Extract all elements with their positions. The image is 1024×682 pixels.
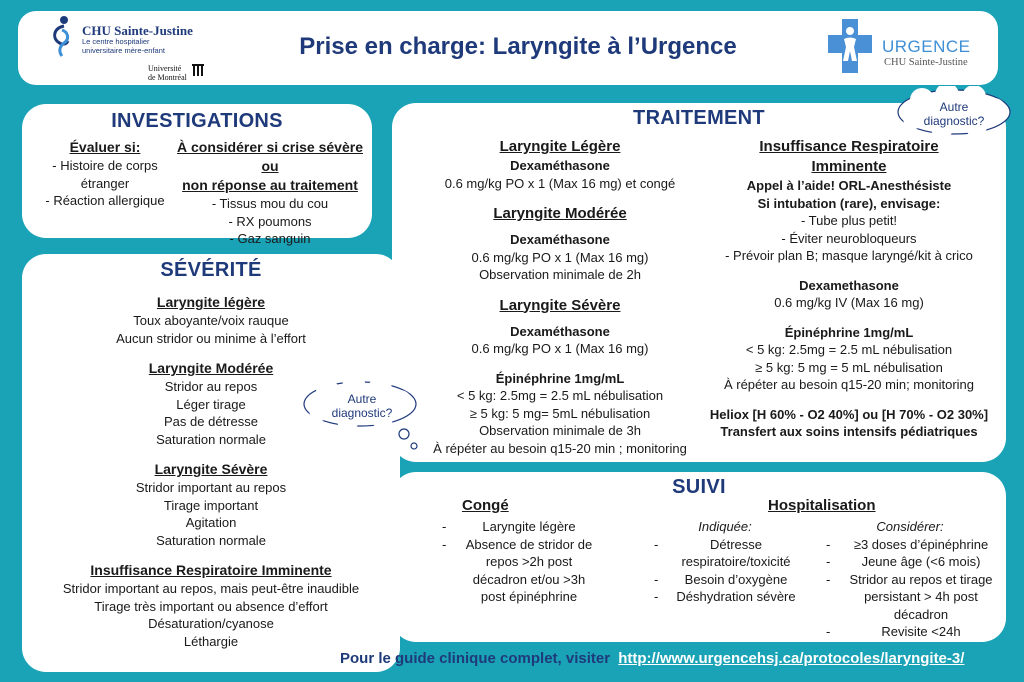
severite-body — [22, 293, 400, 650]
list-item: - Déshydration sévère — [650, 588, 800, 606]
cloud-label: Autre diagnostic? — [331, 392, 393, 420]
indiquee-label: Indiquée: — [698, 519, 752, 534]
conge-column — [438, 518, 598, 606]
treatment-heading: Laryngite Légère — [499, 138, 621, 155]
list-item: - Laryngite légère — [438, 518, 598, 536]
transfert-line: Transfert aux soins intensifs pédiatriques — [720, 424, 978, 439]
severity-line: Aucun stridor ou minime à l’effort — [116, 330, 306, 346]
treatment-line: À répéter au besoin q15-20 min; monitoring — [723, 377, 975, 392]
treatment-heading: Laryngite Modérée — [493, 205, 627, 222]
treatment-line: Observation minimale de 2h — [479, 267, 641, 282]
severite-title: SÉVÉRITÉ — [160, 259, 262, 281]
conge-heading: Congé — [462, 497, 509, 514]
treatment-alert: Appel à l’aide! ORL-Anesthésiste — [746, 178, 952, 193]
severity-heading: Laryngite légère — [156, 294, 266, 310]
treatment-line: 0.6 mg/kg PO x 1 (Max 16 mg) — [471, 249, 649, 265]
urgence-subtitle: CHU Sainte-Justine — [884, 57, 968, 68]
severity-line: Léger tirage — [176, 396, 246, 412]
severity-line: Tirage important — [163, 497, 259, 513]
considerer-heading: À considérer si crise sévère ou — [176, 139, 363, 174]
treatment-heading: Laryngite Sévère — [499, 296, 621, 314]
suivi-title: SUIVI — [672, 476, 726, 498]
list-item: - ≥3 doses d’épinéphrine — [822, 536, 998, 554]
heliox-line: Heliox [H 60% - O2 40%] ou [H 70% - O2 30%] — [709, 406, 989, 422]
list-item: - Détresse respiratoire/toxicité — [650, 536, 800, 571]
considerer-item: - RX poumons — [228, 213, 312, 229]
severity-line: Saturation normale — [156, 532, 266, 548]
considerer-column — [170, 138, 370, 248]
severity-line: Stridor important au repos, mais peut-être inaudible — [62, 581, 360, 596]
treatment-line: 0.6 mg/kg PO x 1 (Max 16 mg) et congé — [444, 175, 676, 191]
treatment-line: 0.6 mg/kg IV (Max 16 mg) — [774, 295, 924, 310]
list-item: - Absence de stridor de repos >2h post décadron et/ou >3h post épinéphrine — [438, 536, 598, 606]
severity-line: Stridor au repos — [164, 379, 258, 394]
treatment-line: - Prévoir plan B; masque laryngé/kit à crico — [725, 248, 973, 263]
urgence-logo — [826, 17, 996, 79]
evaluer-item: - Histoire de corps — [52, 158, 158, 173]
autre-diagnostic-cloud-top — [892, 86, 1016, 144]
medical-cross-icon — [826, 17, 874, 75]
treatment-line: 0.6 mg/kg PO x 1 (Max 16 mg) — [471, 341, 649, 356]
cloud-label: Autre diagnostic? — [923, 100, 985, 128]
considerer-label: Considérer: — [876, 519, 944, 534]
considerer-item: - Gaz sanguin — [229, 231, 311, 246]
investigations-title: INVESTIGATIONS — [111, 110, 283, 132]
treatment-line: - Tube plus petit! — [800, 213, 898, 228]
treatment-alert: Si intubation (rare), envisage: — [757, 195, 941, 211]
hospitalisation-heading: Hospitalisation — [768, 497, 876, 514]
traitement-right-column — [704, 137, 994, 441]
severity-heading: Laryngite Sévère — [154, 461, 268, 477]
treatment-drug: Dexaméthasone — [510, 232, 610, 247]
header-banner — [18, 11, 998, 85]
treatment-line: < 5 kg: 2.5mg = 2.5 mL nébulisation — [456, 388, 664, 403]
severity-heading: Insuffisance Respiratoire Imminente — [90, 562, 332, 578]
indiquee-column — [650, 518, 800, 606]
considerer-hosp-column — [822, 518, 998, 641]
hsj-logo-icon — [48, 15, 78, 59]
severity-line: Léthargie — [183, 633, 239, 649]
treatment-line: < 5 kg: 2.5mg = 2.5 mL nébulisation — [745, 342, 953, 357]
severity-line: Tirage très important ou absence d’effort — [94, 598, 328, 614]
evaluer-column — [30, 138, 180, 210]
treatment-drug: Épinéphrine 1mg/mL — [495, 370, 625, 386]
evaluer-heading: Évaluer si: — [69, 139, 141, 155]
treatment-line: Observation minimale de 3h — [479, 423, 641, 438]
treatment-line: ≥ 5 kg: 5 mg = 5 mL nébulisation — [755, 359, 943, 375]
list-item: - Jeune âge (<6 mois) — [822, 553, 998, 571]
severity-line: Toux aboyante/voix rauque — [133, 313, 289, 328]
udem-logo-icon — [192, 63, 204, 77]
institution-name: CHU Sainte-Justine — [82, 23, 193, 38]
list-item: - Stridor au repos et tirage persistant > 4h post décadron — [822, 571, 998, 624]
urgence-name: URGENCE — [882, 37, 971, 56]
institution-tagline: Le centre hospitalier universitaire mère-enfant — [82, 37, 165, 55]
footer-text: Pour le guide clinique complet, visiter — [340, 650, 611, 667]
treatment-line: À répéter au besoin q15-20 min ; monitoring — [433, 440, 687, 456]
suivi-panel — [392, 472, 1006, 642]
considerer-item: - Tissus mou du cou — [211, 196, 329, 211]
severity-line: Stridor important au repos — [135, 480, 287, 495]
autre-diagnostic-cloud-middle — [300, 378, 424, 458]
traitement-panel — [392, 103, 1006, 462]
severite-panel — [22, 254, 400, 672]
considerer-heading: non réponse au traitement — [182, 177, 358, 193]
page-title: Prise en charge: Laryngite à l’Urgence — [299, 33, 737, 60]
list-item: - Besoin d’oxygène — [650, 571, 800, 589]
treatment-line: - Éviter neurobloqueurs — [781, 230, 917, 246]
treatment-drug: Dexamethasone — [799, 277, 899, 293]
treatment-drug: Dexaméthasone — [510, 323, 610, 339]
treatment-heading: Insuffisance Respiratoire — [759, 138, 939, 155]
treatment-line: ≥ 5 kg: 5 mg= 5mL nébulisation — [469, 405, 651, 421]
guide-link[interactable]: http://www.urgencehsj.ca/protocoles/laryngite-3/ — [618, 650, 965, 667]
university-name: Université de Montréal — [148, 64, 187, 82]
treatment-heading: Imminente — [811, 158, 887, 175]
evaluer-item: - Réaction allergique — [45, 193, 165, 208]
treatment-drug: Épinéphrine 1mg/mL — [784, 324, 914, 340]
chu-sainte-justine-logo — [48, 15, 218, 81]
evaluer-item: étranger — [80, 175, 130, 191]
treatment-drug: Dexaméthasone — [510, 158, 610, 173]
severity-line: Saturation normale — [156, 431, 266, 447]
traitement-left-column — [420, 137, 700, 457]
severity-line: Pas de détresse — [164, 414, 258, 429]
footer — [340, 650, 1024, 667]
severity-line: Désaturation/cyanose — [148, 616, 274, 631]
list-item: - Revisite <24h — [822, 623, 998, 641]
severity-heading: Laryngite Modérée — [148, 360, 274, 376]
investigations-panel — [22, 104, 372, 246]
traitement-title: TRAITEMENT — [633, 107, 765, 129]
severity-line: Agitation — [185, 515, 237, 530]
